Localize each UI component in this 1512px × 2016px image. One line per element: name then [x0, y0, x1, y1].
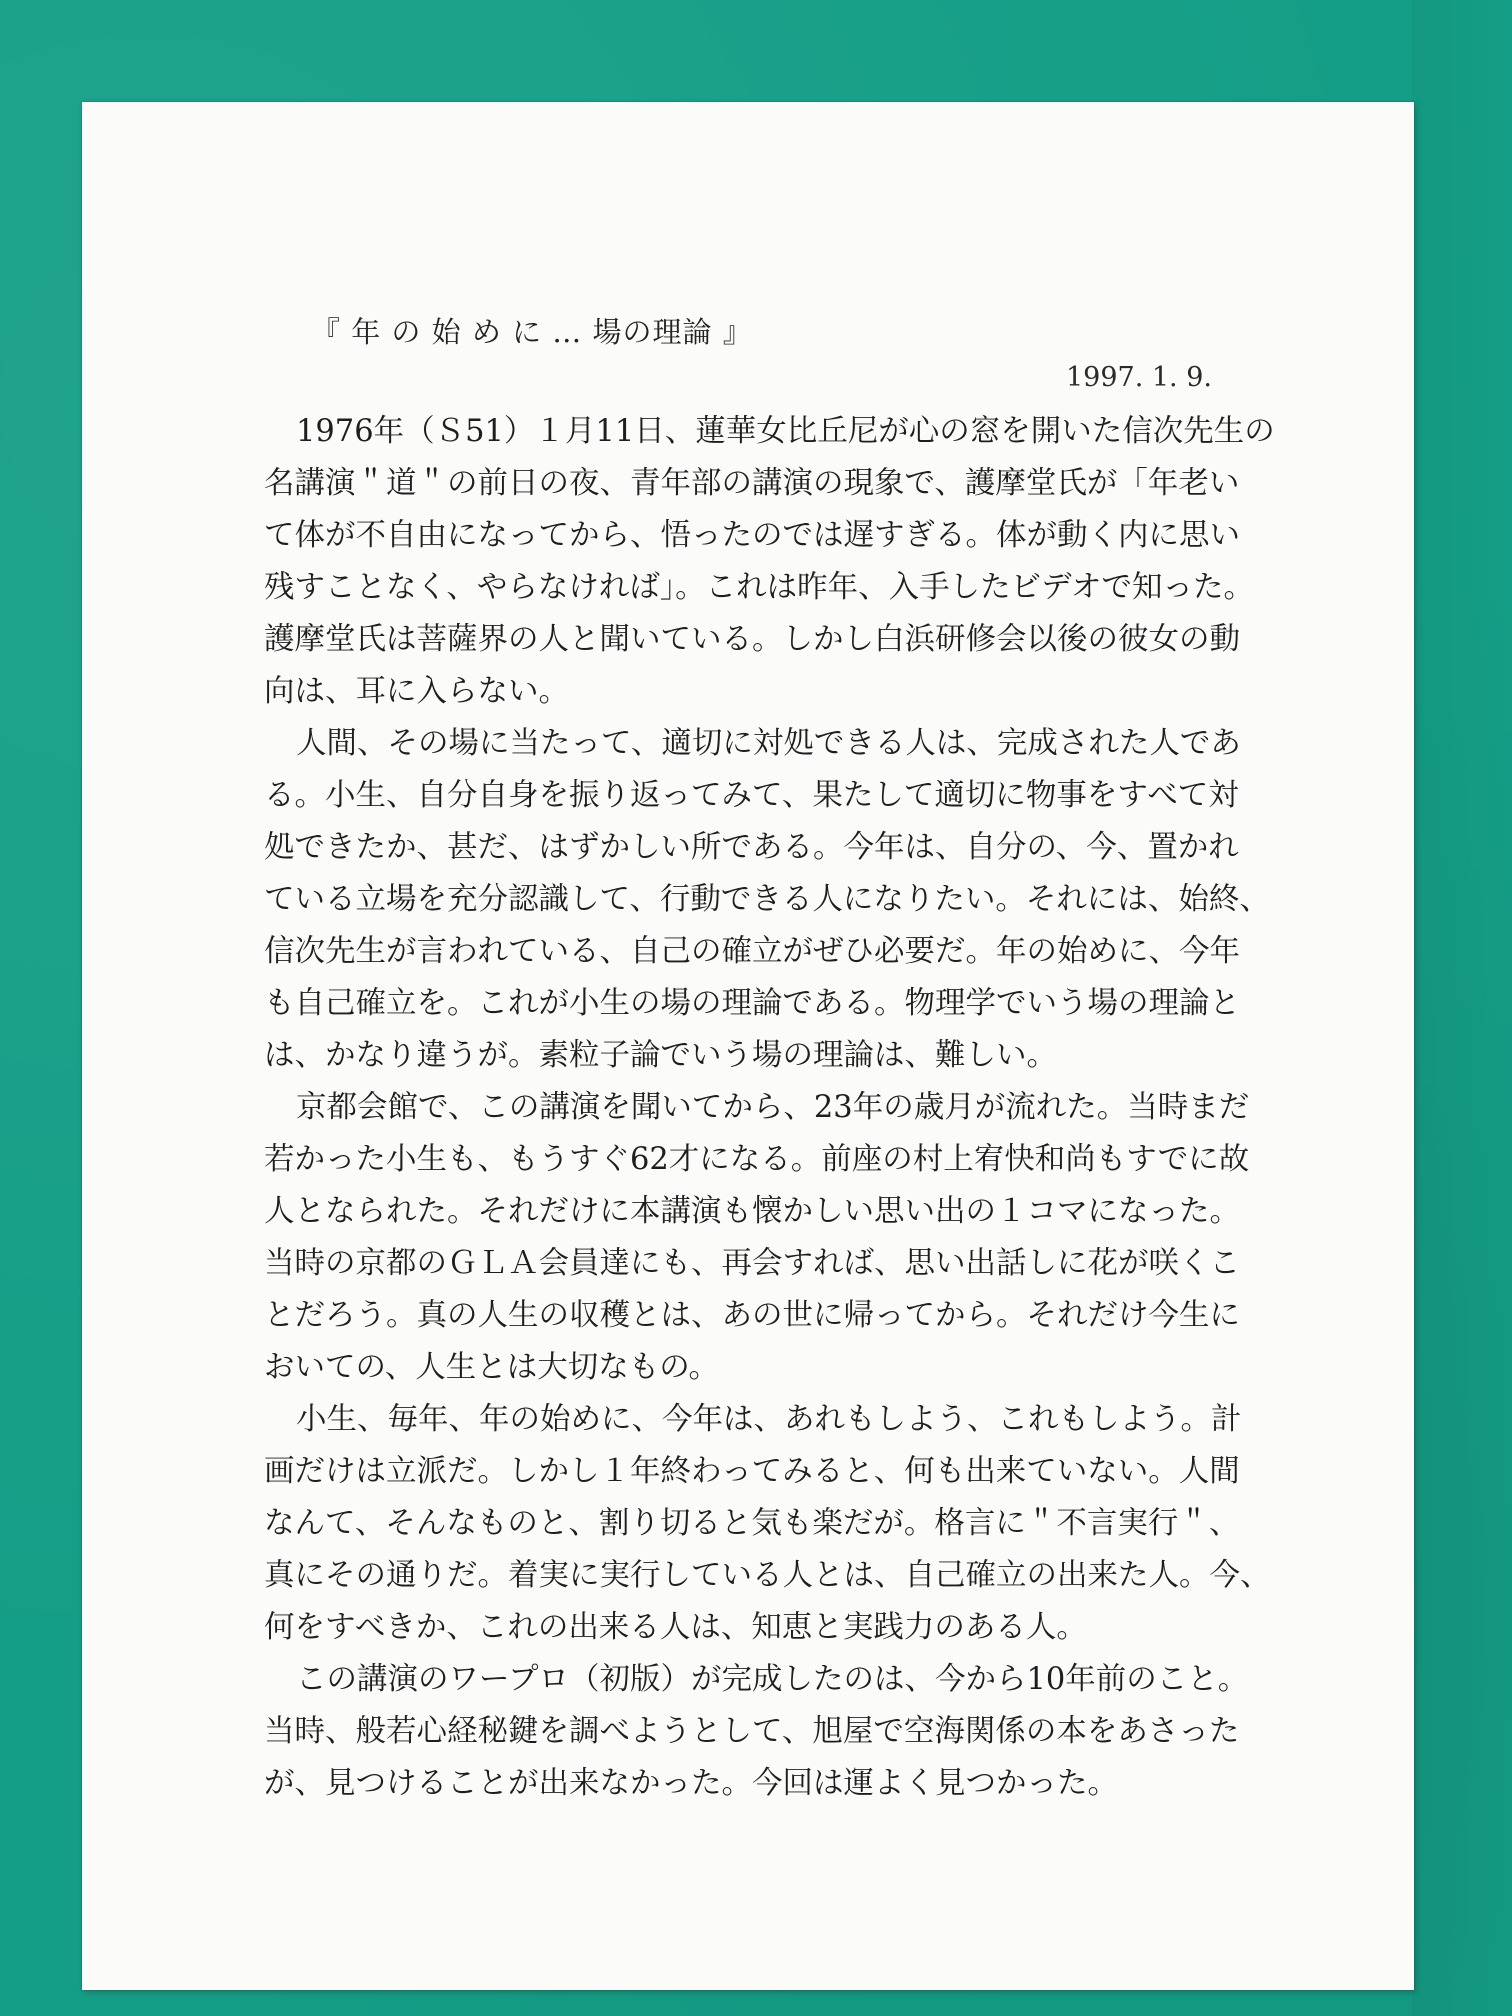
text-line: おいての、人生とは大切なもの。 [264, 1350, 720, 1385]
document-title: 『 年 の 始 め に … 場の理論 』 [311, 315, 753, 349]
text-line: 何をすべきか、これの出来る人は、知恵と実践力のある人。 [264, 1610, 1087, 1645]
text-line: 名講演＂道＂の前日の夜、青年部の講演の現象で、護摩堂氏が「年老い [264, 466, 1240, 501]
text-line: 処できたか、甚だ、はずかしい所である。今年は、自分の、今、置かれ [264, 830, 1239, 865]
text-line: 1976年（Ｓ51）１月11日、蓮華女比丘尼が心の窓を開いた信次先生の [296, 414, 1275, 449]
text-line: とだろう。真の人生の収穫とは、あの世に帰ってから。それだけ今生に [264, 1298, 1240, 1333]
document-body [264, 406, 1284, 1810]
text-line: て体が不自由になってから、悟ったのでは遅すぎる。体が動く内に思い [264, 518, 1240, 553]
text-line: 護摩堂氏は菩薩界の人と聞いている。しかし白浜研修会以後の彼女の動 [264, 622, 1240, 657]
text-line: 小生、毎年、年の始めに、今年は、あれもしよう、これもしよう。計 [296, 1402, 1242, 1437]
text-line: 残すことなく、やらなければ」。これは昨年、入手したビデオで知った。 [264, 570, 1255, 605]
text-line: なんて、そんなものと、割り切ると気も楽だが。格言に＂不言実行＂、 [264, 1506, 1240, 1541]
text-line: 当時、般若心経秘鍵を調べようとして、旭屋で空海関係の本をあさった [264, 1714, 1240, 1749]
text-line: 当時の京都のＧＬＡ会員達にも、再会すれば、思い出話しに花が咲くこ [264, 1246, 1240, 1281]
text-line: 画だけは立派だ。しかし１年終わってみると、何も出来ていない。人間 [264, 1454, 1240, 1489]
text-line: 向は、耳に入らない。 [264, 674, 569, 709]
text-line: この講演のワープロ（初版）が完成したのは、今から10年前のこと。 [296, 1662, 1249, 1697]
text-line: 若かった小生も、もうすぐ62才になる。前座の村上宥快和尚もすでに故 [264, 1142, 1250, 1177]
text-line: 京都会館で、この講演を聞いてから、23年の歳月が流れた。当時まだ [296, 1090, 1250, 1125]
text-line: は、かなり違うが。素粒子論でいう場の理論は、難しい。 [264, 1038, 1057, 1073]
text-line: る。小生、自分自身を振り返ってみて、果たして適切に物事をすべて対 [264, 778, 1239, 813]
text-line: 人間、その場に当たって、適切に対処できる人は、完成された人であ [296, 726, 1241, 761]
text-line: 真にその通りだ。着実に実行している人とは、自己確立の出来た人。今、 [264, 1558, 1271, 1593]
text-line: が、見つけることが出来なかった。今回は運よく見つかった。 [264, 1766, 1118, 1801]
text-line: 人となられた。それだけに本講演も懐かしい思い出の１コマになった。 [264, 1194, 1240, 1229]
paper-sheet [82, 102, 1414, 1990]
text-line: も自己確立を。これが小生の場の理論である。物理学でいう場の理論と [264, 986, 1240, 1021]
text-line: 信次先生が言われている、自己の確立がぜひ必要だ。年の始めに、今年 [264, 934, 1240, 969]
document-date: 1997. 1. 9. [1066, 362, 1212, 393]
green-backdrop [1412, 0, 1512, 2016]
text-line: ている立場を充分認識して、行動できる人になりたい。それには、始終、 [264, 882, 1270, 917]
